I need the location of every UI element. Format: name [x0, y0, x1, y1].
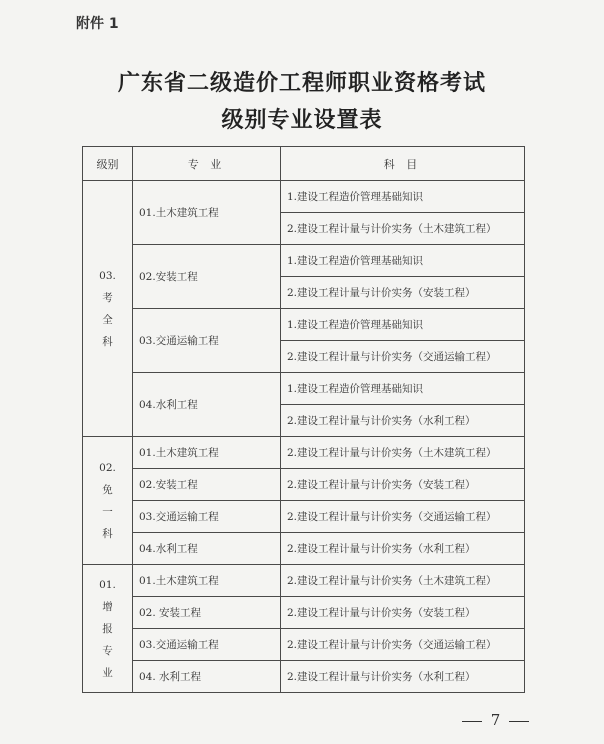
- subject-cell: 2.建设工程计量与计价实务（水利工程）: [281, 405, 525, 437]
- table-row: [83, 181, 525, 213]
- level-text: 03.: [99, 269, 116, 282]
- subject-cell: 1.建设工程造价管理基础知识: [281, 373, 525, 405]
- subject-cell: 2.建设工程计量与计价实务（交通运输工程）: [281, 501, 525, 533]
- subject-cell: 2.建设工程计量与计价实务（安装工程）: [281, 277, 525, 309]
- subject-cell: 2.建设工程计量与计价实务（水利工程）: [281, 533, 525, 565]
- document-title: 广东省二级造价工程师职业资格考试: [117, 70, 486, 96]
- major-cell: 01.土木建筑工程: [133, 181, 281, 245]
- major-cell: 04.水利工程: [133, 373, 281, 437]
- header-subject: 科 目: [281, 147, 525, 181]
- table-row: [83, 309, 525, 341]
- table-header-row: [83, 147, 525, 181]
- subject-cell: 2.建设工程计量与计价实务（安装工程）: [281, 469, 525, 501]
- major-cell: 02.安装工程: [133, 469, 281, 501]
- table-row: [83, 661, 525, 693]
- footer-dash-right: [509, 721, 529, 722]
- table-row: [83, 565, 525, 597]
- page-footer: [458, 711, 533, 729]
- footer-dash-left: [462, 721, 482, 722]
- level-text: 一: [102, 505, 113, 518]
- level-text: 专: [102, 644, 113, 657]
- major-cell: 04. 水利工程: [133, 661, 281, 693]
- level-text: 免: [102, 483, 113, 496]
- table-row: [83, 629, 525, 661]
- subject-cell: 1.建设工程造价管理基础知识: [281, 181, 525, 213]
- major-cell: 04.水利工程: [133, 533, 281, 565]
- table-body: [83, 181, 525, 693]
- subject-cell: 2.建设工程计量与计价实务（安装工程）: [281, 597, 525, 629]
- level-text: 科: [102, 335, 113, 348]
- level-text: 01.: [99, 578, 116, 591]
- subject-cell: 2.建设工程计量与计价实务（土木建筑工程）: [281, 437, 525, 469]
- subject-cell: 1.建设工程造价管理基础知识: [281, 309, 525, 341]
- level-text: 考: [102, 291, 113, 304]
- table-row: [83, 533, 525, 565]
- table-row: [83, 597, 525, 629]
- major-cell: 01.土木建筑工程: [133, 565, 281, 597]
- level-text: 全: [102, 313, 113, 326]
- header-level: 级别: [83, 147, 133, 181]
- major-cell: 03.交通运输工程: [133, 629, 281, 661]
- subject-cell: 2.建设工程计量与计价实务（交通运输工程）: [281, 341, 525, 373]
- level-text: 科: [102, 527, 113, 540]
- level-major-table: [82, 146, 525, 693]
- table-row: [83, 437, 525, 469]
- annex-label: 附件 1: [76, 16, 119, 32]
- level-text: 报: [102, 622, 113, 635]
- table-row: [83, 469, 525, 501]
- header-major: 专 业: [133, 147, 281, 181]
- page-number: 7: [490, 711, 501, 729]
- table-row: [83, 245, 525, 277]
- major-cell: 02. 安装工程: [133, 597, 281, 629]
- level-cell: [83, 437, 133, 565]
- table-row: [83, 373, 525, 405]
- major-cell: 01.土木建筑工程: [133, 437, 281, 469]
- subject-cell: 1.建设工程造价管理基础知识: [281, 245, 525, 277]
- major-cell: 03.交通运输工程: [133, 309, 281, 373]
- level-cell: [83, 565, 133, 693]
- level-text: 02.: [99, 461, 116, 474]
- major-cell: 02.安装工程: [133, 245, 281, 309]
- subject-cell: 2.建设工程计量与计价实务（土木建筑工程）: [281, 213, 525, 245]
- subject-cell: 2.建设工程计量与计价实务（水利工程）: [281, 661, 525, 693]
- subject-cell: 2.建设工程计量与计价实务（交通运输工程）: [281, 629, 525, 661]
- document-subtitle: 级别专业设置表: [221, 107, 383, 133]
- subject-cell: 2.建设工程计量与计价实务（土木建筑工程）: [281, 565, 525, 597]
- level-text: 业: [102, 666, 113, 679]
- level-text: 增: [102, 600, 113, 613]
- level-cell: [83, 181, 133, 437]
- table-row: [83, 501, 525, 533]
- major-cell: 03.交通运输工程: [133, 501, 281, 533]
